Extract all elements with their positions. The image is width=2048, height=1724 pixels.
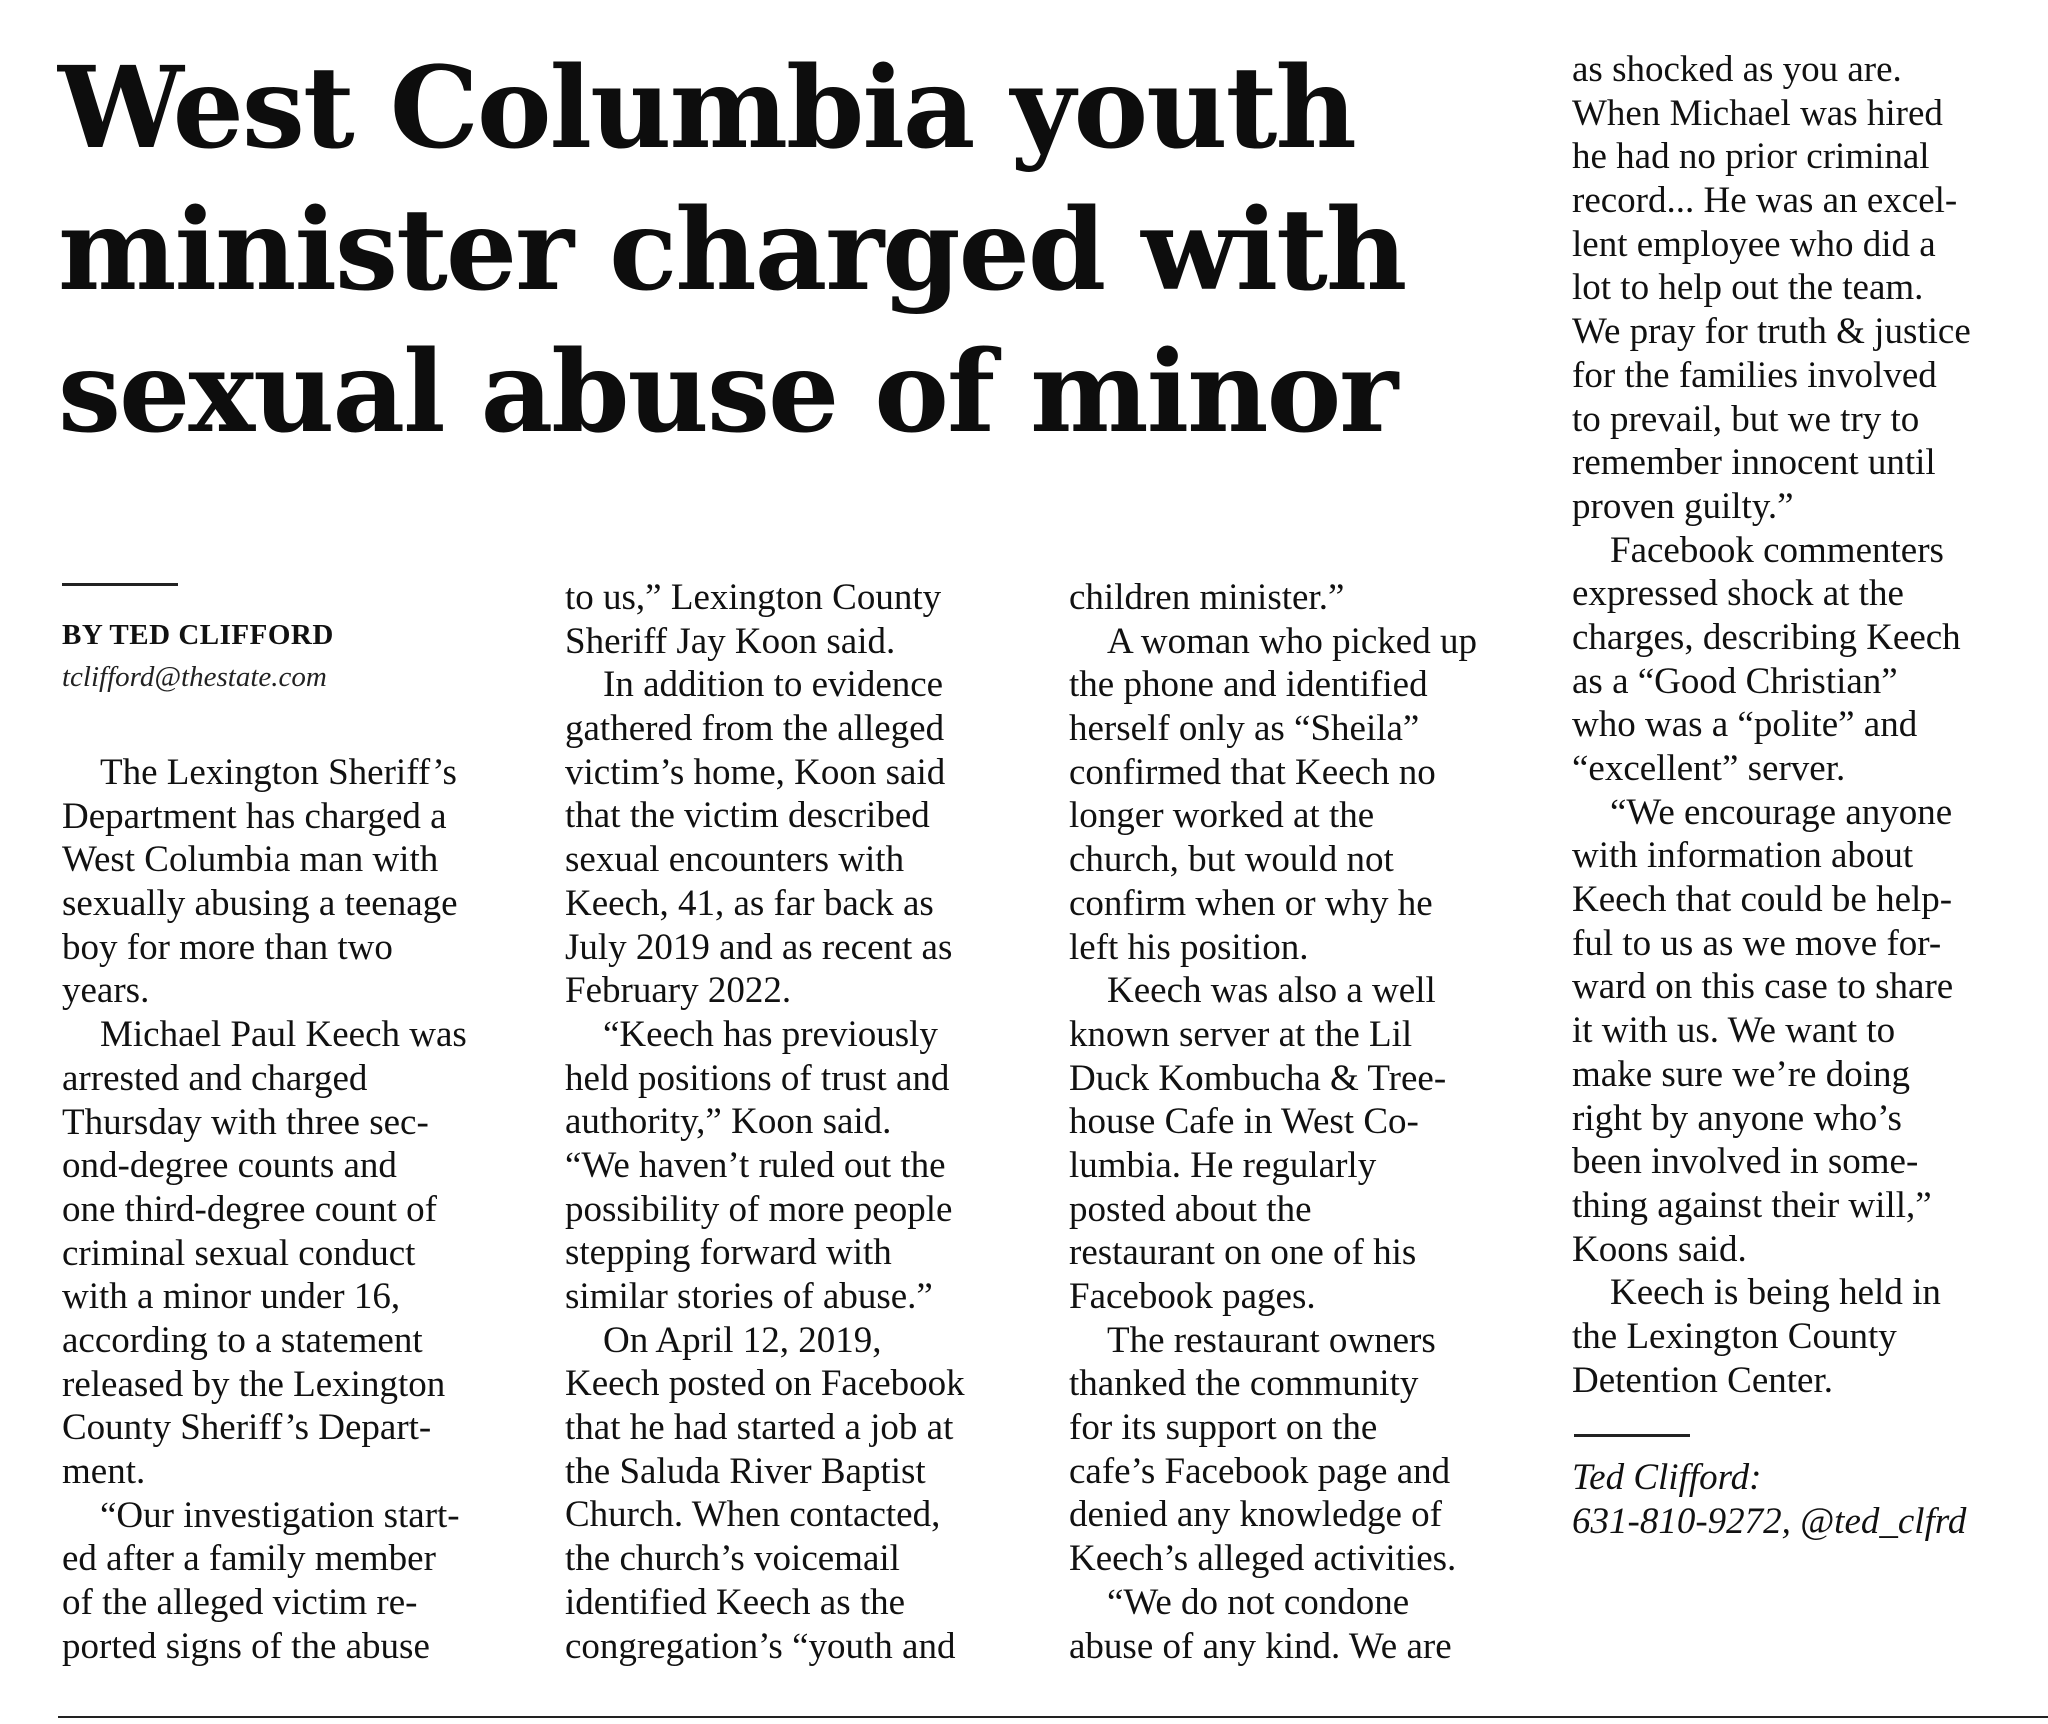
article-line: abuse of any kind. We are (1069, 1625, 1452, 1667)
article-line: that the victim described (565, 795, 930, 837)
article-line: ported signs of the abuse (62, 1625, 430, 1667)
article-line: Facebook pages. (1069, 1276, 1316, 1317)
article-line: ment. (62, 1451, 146, 1492)
article-line: lent employee who did a (1572, 223, 1936, 265)
article-line: for its support on the (1069, 1407, 1378, 1449)
article-line: right by anyone who’s (1572, 1097, 1902, 1139)
article-line: Keech was also a well (1107, 970, 1436, 1012)
article-line: thanked the community (1069, 1363, 1419, 1405)
article-line: ed after a family member (62, 1538, 436, 1580)
article-line: confirmed that Keech no (1069, 751, 1436, 793)
article-line: the phone and identified (1069, 664, 1428, 706)
article-line: proven guilty.” (1572, 485, 1794, 527)
article-line: Keech is being held in (1610, 1272, 1941, 1314)
article-line: as shocked as you are. (1572, 49, 1902, 90)
article-line: arrested and charged (62, 1057, 368, 1099)
article-line: of the alleged victim re- (62, 1582, 418, 1624)
headline-line: minister charged with (58, 185, 1406, 316)
headline-line: sexual abuse of minor (58, 327, 1397, 458)
article-line: Sheriff Jay Koon said. (565, 620, 896, 662)
article-line: victim’s home, Koon said (565, 751, 946, 793)
article-line: ward on this case to share (1572, 966, 1954, 1008)
article-line: County Sheriff’s Depart- (62, 1407, 432, 1449)
article-line: church, but would not (1069, 839, 1394, 881)
article-line: Thursday with three sec- (62, 1101, 429, 1143)
article-line: been involved in some- (1572, 1141, 1919, 1183)
article-line: Keech, 41, as far back as (565, 882, 934, 924)
headline (58, 38, 1558, 464)
article-line: as a “Good Christian” (1572, 660, 1898, 702)
article-line: congregation’s “youth and (565, 1625, 956, 1667)
article-line: record... He was an excel- (1572, 180, 1958, 222)
article-line: to us,” Lexington County (565, 577, 942, 618)
article-line: the church’s voicemail (565, 1538, 900, 1580)
article-line: released by the Lexington (62, 1363, 446, 1405)
byline: BY TED CLIFFORD (62, 619, 334, 651)
article-line: the Lexington County (1572, 1315, 1897, 1357)
article-line: herself only as “Sheila” (1069, 708, 1420, 750)
article-line: criminal sexual conduct (62, 1232, 416, 1274)
article-line: house Cafe in West Co- (1069, 1101, 1419, 1143)
article-line: Duck Kombucha & Tree- (1069, 1057, 1447, 1099)
article-line: denied any knowledge of (1069, 1494, 1442, 1536)
headline-line: West Columbia youth (58, 43, 1355, 174)
signature-rule (1574, 1434, 1690, 1437)
article-line: expressed shock at the (1572, 573, 1904, 615)
article-line: February 2022. (565, 970, 792, 1012)
article-line: similar stories of abuse.” (565, 1276, 933, 1317)
article-line: The restaurant owners (1107, 1319, 1436, 1361)
article-line: Keech that could be help- (1572, 879, 1953, 921)
article-line: West Columbia man with (62, 839, 439, 881)
article-line: who was a “polite” and (1572, 704, 1918, 746)
article-line: ond-degree counts and (62, 1145, 397, 1187)
article-line: “We encourage anyone (1610, 791, 1953, 833)
article-line: possibility of more people (565, 1188, 953, 1230)
article-line: boy for more than two (62, 926, 393, 968)
article-line: years. (62, 970, 150, 1012)
article-line: remember innocent until (1572, 442, 1936, 484)
author-email: tclifford@thestate.com (62, 661, 327, 693)
article-line: lumbia. He regularly (1069, 1144, 1377, 1186)
article-line: Keech posted on Facebook (565, 1363, 965, 1405)
article-line: to prevail, but we try to (1572, 398, 1920, 440)
article-line: for the families involved (1572, 354, 1937, 396)
article-line: Department has charged a (62, 795, 447, 837)
article-line: left his position. (1069, 926, 1309, 968)
article-line: On April 12, 2019, (603, 1319, 882, 1361)
article-line: he had no prior criminal (1572, 136, 1930, 178)
article-line: ful to us as we move for- (1572, 922, 1942, 964)
article-line: that he had started a job at (565, 1407, 954, 1449)
article-line: according to a statement (62, 1319, 423, 1361)
article-line: Koons said. (1572, 1228, 1747, 1270)
article-line: stepping forward with (565, 1232, 892, 1274)
article-line: Church. When contacted, (565, 1494, 941, 1536)
article-line: held positions of trust and (565, 1057, 950, 1099)
article-line: In addition to evidence (603, 664, 944, 706)
article-line: Detention Center. (1572, 1359, 1833, 1401)
article-line: “We do not condone (1107, 1581, 1410, 1623)
article-line: identified Keech as the (565, 1581, 906, 1623)
article-column-3 (1069, 576, 1539, 1668)
article-line: Keech’s alleged activities. (1069, 1538, 1457, 1580)
article-line: authority,” Koon said. (565, 1101, 892, 1143)
article-line: restaurant on one of his (1069, 1232, 1417, 1274)
bottom-rule (58, 1716, 2048, 1718)
signature-name: Ted Clifford: (1572, 1457, 1762, 1498)
article-line: A woman who picked up (1107, 620, 1477, 662)
article-line: the Saluda River Baptist (565, 1450, 926, 1492)
article-line: with a minor under 16, (62, 1276, 401, 1318)
article-line: posted about the (1069, 1188, 1312, 1230)
article-line: gathered from the alleged (565, 708, 945, 750)
article-line: “Keech has previously (603, 1013, 938, 1055)
article-line: “We haven’t ruled out the (565, 1144, 946, 1186)
article-line: “excellent” server. (1572, 748, 1846, 789)
signature-contact: 631-810-9272, @ted_clfrd (1572, 1501, 1967, 1542)
signature (1572, 1456, 2042, 1544)
article-column-2 (565, 576, 1035, 1668)
article-column-1 (62, 751, 532, 1668)
article-line: charges, describing Keech (1572, 616, 1961, 658)
article-line: one third-degree count of (62, 1188, 437, 1230)
article-line: The Lexington Sheriff’s (100, 752, 457, 793)
article-line: children minister.” (1069, 577, 1345, 618)
article-line: We pray for truth & justice (1572, 311, 1971, 353)
article-line: sexual encounters with (565, 839, 905, 881)
article-line: sexually abusing a teenage (62, 883, 458, 925)
article-line: known server at the Lil (1069, 1013, 1413, 1055)
article-line: longer worked at the (1069, 795, 1375, 837)
article-line: Facebook commenters (1610, 529, 1944, 571)
article-column-4 (1572, 48, 2042, 1402)
article-line: confirm when or why he (1069, 882, 1433, 924)
article-line: lot to help out the team. (1572, 267, 1924, 309)
article-line: thing against their will,” (1572, 1184, 1932, 1226)
article-line: make sure we’re doing (1572, 1053, 1911, 1095)
byline-rule (62, 583, 178, 586)
article-line: July 2019 and as recent as (565, 926, 953, 968)
article-line: “Our investigation start- (100, 1494, 460, 1536)
article-line: When Michael was hired (1572, 92, 1943, 134)
article-line: with information about (1572, 835, 1914, 877)
article-line: Michael Paul Keech was (100, 1014, 467, 1056)
article-line: it with us. We want to (1572, 1010, 1896, 1052)
article-line: cafe’s Facebook page and (1069, 1450, 1451, 1492)
